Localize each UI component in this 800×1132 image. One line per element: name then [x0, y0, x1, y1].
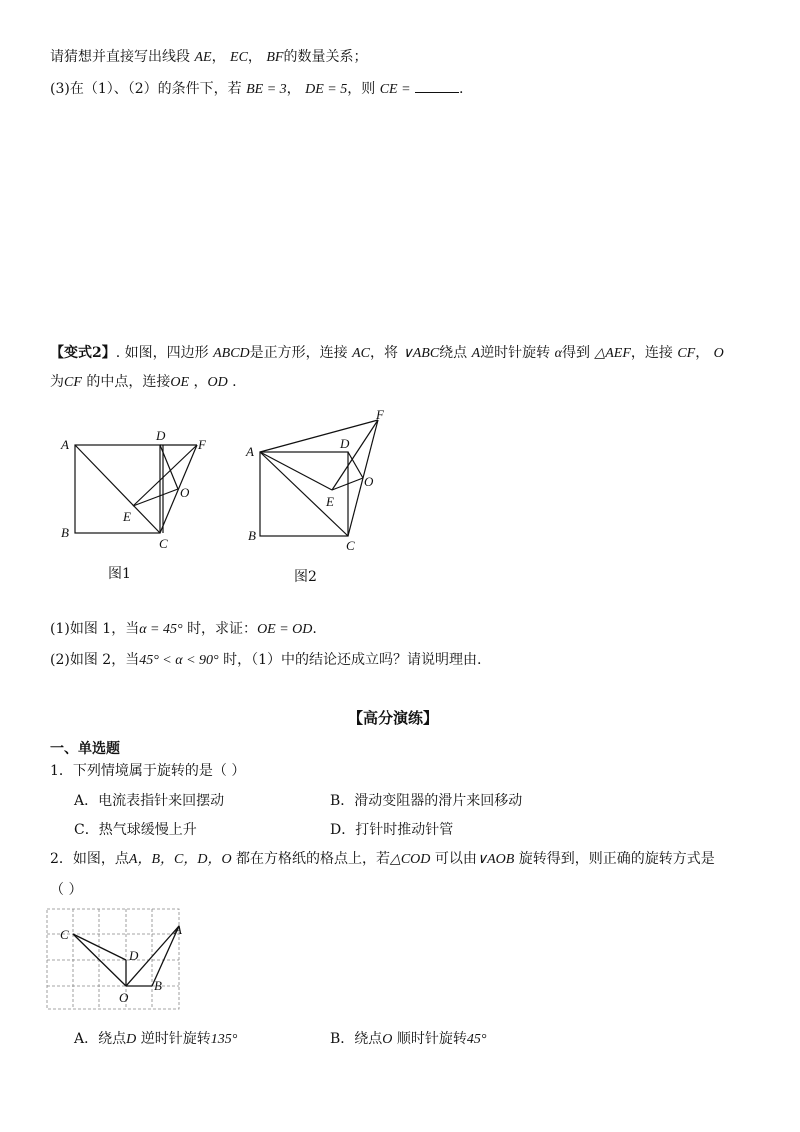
label-a: A	[246, 444, 254, 459]
answer-blank[interactable]	[415, 78, 459, 93]
label-d: D	[156, 428, 166, 443]
label-o: O	[180, 485, 190, 500]
segment-od	[348, 452, 363, 478]
label-f: F	[198, 437, 206, 452]
q1-option-b[interactable]: B．滑动变阻器的滑片来回移动	[330, 793, 523, 809]
label-c: C	[346, 538, 355, 553]
label-o: O	[364, 474, 374, 489]
figure-2	[240, 408, 400, 553]
figure-2-caption: 图2	[294, 569, 317, 585]
figure-1	[55, 425, 215, 550]
q1-option-a[interactable]: A．电流表指针来回摆动	[74, 793, 225, 809]
segment-oe	[133, 489, 178, 506]
grid-figure	[46, 908, 182, 1013]
label-b: B	[248, 528, 256, 543]
q2-option-b[interactable]: B．绕点O 顺时针旋转45°	[330, 1031, 487, 1047]
practice-q1-stem: 1．下列情境属于旋转的是（ ）	[50, 763, 246, 779]
grid-label-b: B	[154, 978, 162, 993]
label-b: B	[61, 525, 69, 540]
variant2-stem-line1: 【变式2】. 如图，四边形 ABCD是正方形，连接 AC，将 ∨ABC绕点 A逆时针旋转 α得到 △AEF，连接 CF， O	[50, 345, 724, 361]
segment-cd	[73, 934, 126, 960]
grid-label-a: A	[174, 922, 182, 937]
figure-1-caption: 图1	[108, 566, 131, 582]
variant2-question-2: (2)如图 2，当45° < α < 90° 时，（1）中的结论还成立吗？请说明理由.	[50, 652, 482, 668]
grid-label-d: D	[129, 948, 139, 963]
q1-option-c[interactable]: C．热气球缓慢上升	[74, 822, 197, 838]
label-f: F	[376, 408, 384, 422]
practice-q2-stem: 2．如图，点A，B，C，D，O 都在方格纸的格点上，若△COD 可以由∨AOB 旋转得到，则正确的旋转方式是	[50, 851, 715, 867]
guess-line: 请猜想并直接写出线段 AE， EC， BF的数量关系；	[50, 49, 368, 65]
section-heading: 一、单选题	[50, 741, 120, 757]
q2-option-a[interactable]: A．绕点D 逆时针旋转135°	[74, 1031, 238, 1047]
segment-ac	[75, 445, 160, 533]
variant2-question-1: (1)如图 1，当α = 45° 时，求证：OE = OD.	[50, 621, 317, 637]
segment-ae	[260, 452, 332, 490]
variant2-stem-line2: 为CF 的中点，连接OE ，OD .	[50, 374, 237, 390]
question-3-line: (3)在（1）、（2）的条件下，若 BE = 3， DE = 5，则 CE = .	[50, 78, 463, 100]
label-a: A	[61, 437, 69, 452]
grid-label-c: C	[60, 927, 69, 942]
label-d: D	[340, 436, 350, 451]
segment-ac	[260, 452, 348, 536]
label-e: E	[123, 509, 131, 524]
section-title: 【高分演练】	[348, 709, 439, 727]
practice-q2-paren: （ ）	[50, 882, 83, 898]
q1-option-d[interactable]: D．打针时推动针管	[330, 822, 454, 838]
grid-label-o: O	[119, 990, 129, 1005]
label-e: E	[326, 494, 334, 509]
label-c: C	[159, 536, 168, 550]
